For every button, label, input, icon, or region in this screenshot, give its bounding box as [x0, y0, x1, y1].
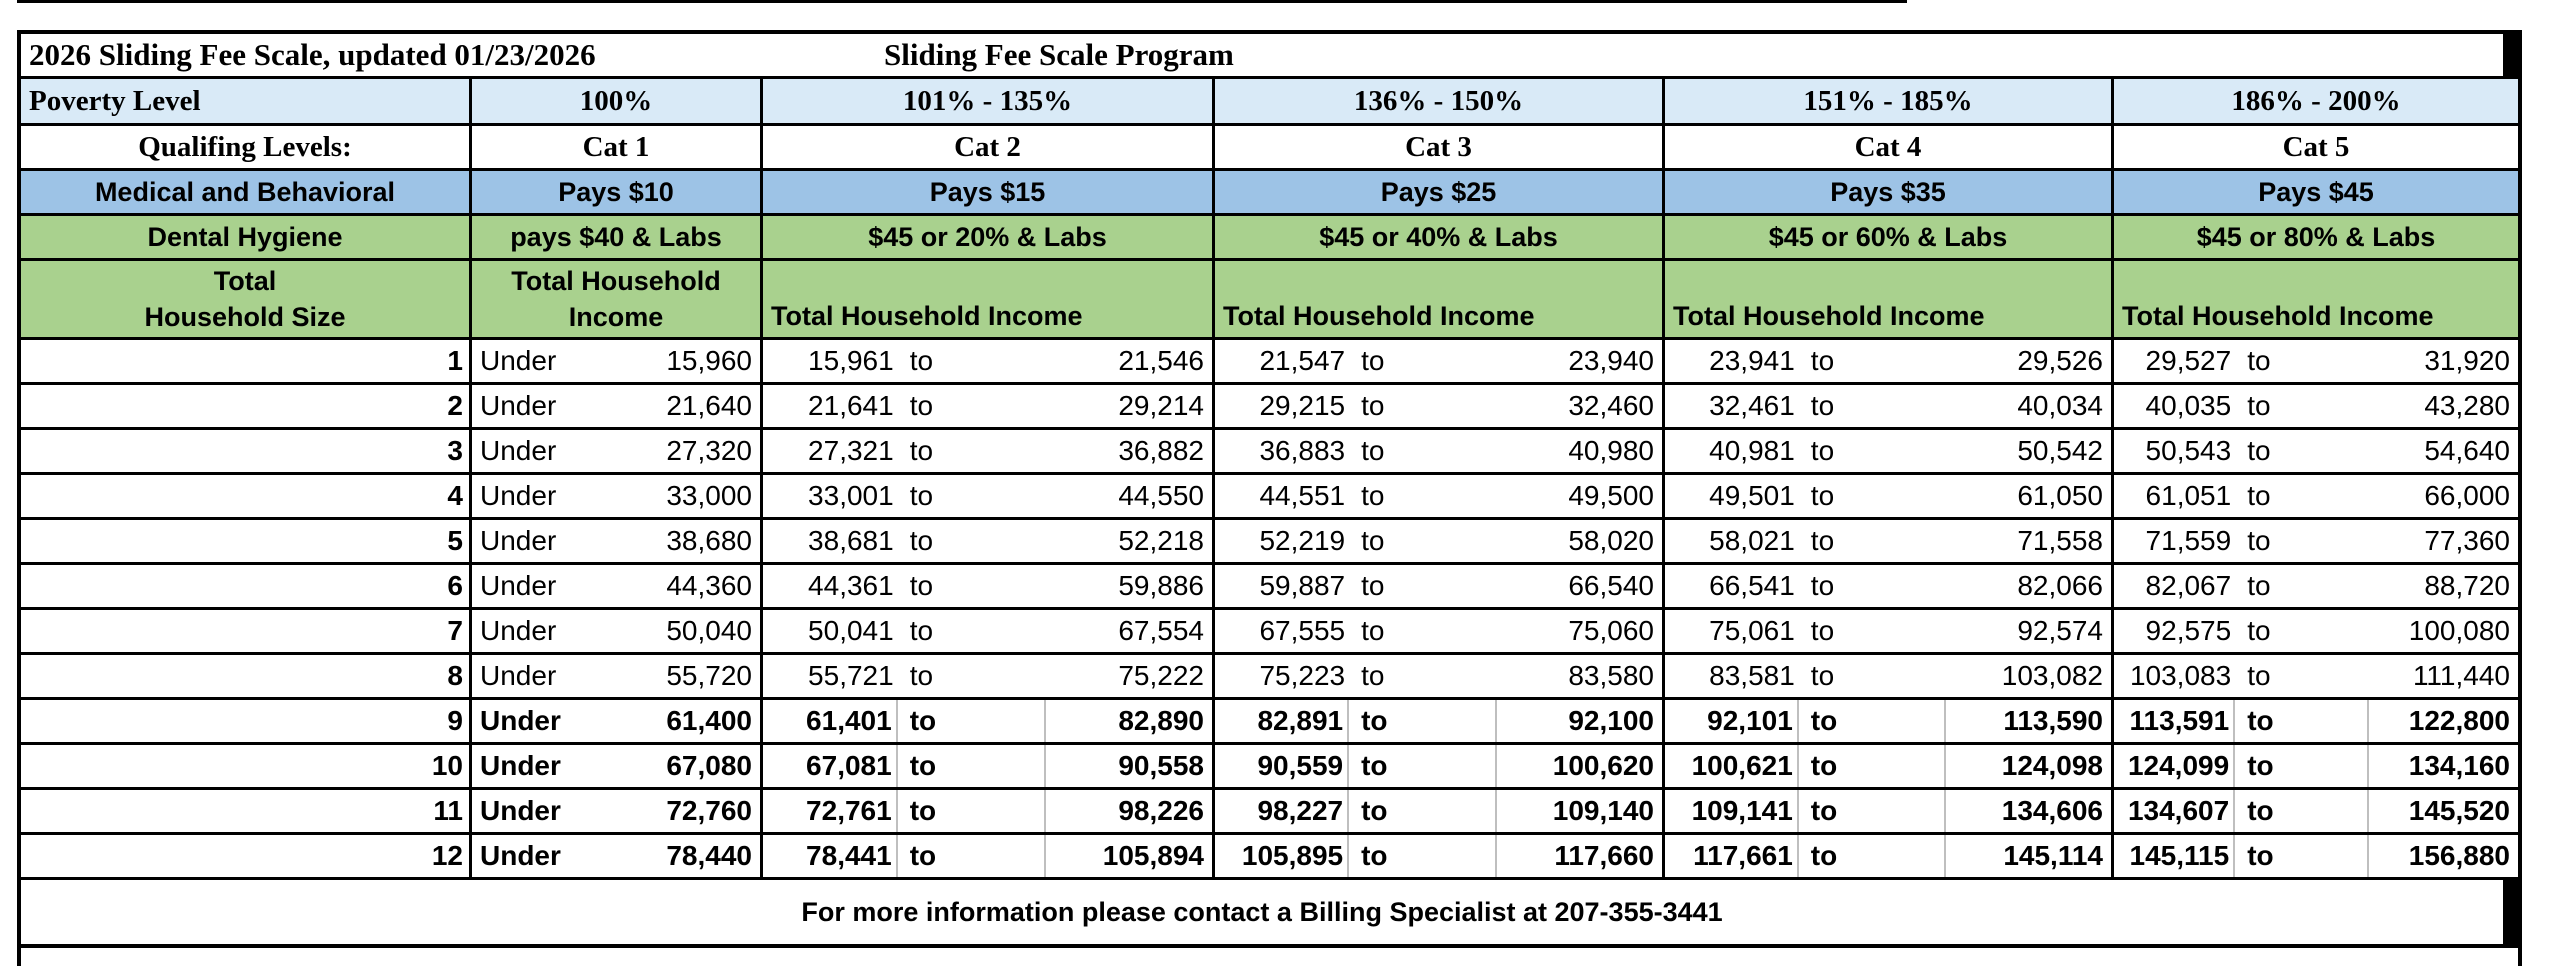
income-range-cat2: [763, 745, 1212, 787]
income-range-cat2: [763, 790, 1212, 832]
range-from: 82,067: [2145, 570, 2232, 601]
range-to-amount: 113,590: [2003, 705, 2103, 736]
range-to-word: to: [898, 700, 1046, 742]
range-to-word: to: [1810, 480, 1835, 511]
range-from: 38,681: [808, 525, 894, 556]
range-from: 32,461: [1709, 390, 1795, 421]
range-from: 66,541: [1709, 570, 1795, 601]
range-from: 92,575: [2145, 615, 2232, 646]
income-range-cat2: [763, 700, 1212, 742]
income-range-cat2: [763, 340, 1212, 382]
range-from: 44,361: [808, 570, 894, 601]
range-from: 59,887: [1259, 570, 1346, 601]
income-range-cat4: [1665, 385, 2111, 427]
range-to-word: to: [1810, 570, 1835, 601]
household-size-value: 10: [21, 745, 469, 787]
household-size-value: 11: [21, 790, 469, 832]
range-to-word: to: [1799, 700, 1946, 742]
income-range-cat3: [1215, 655, 1662, 697]
range-to-amount: 44,550: [1118, 480, 1204, 511]
range-to-amount: 156,880: [2408, 840, 2510, 871]
range-to-word: to: [2247, 525, 2271, 556]
range-to-amount: 100,620: [1552, 750, 1654, 781]
range-to-word: to: [909, 480, 934, 511]
poverty-level-101-135: 101% - 135%: [763, 79, 1212, 123]
income-range-cat2: [763, 610, 1212, 652]
range-to-amount: 111,440: [2412, 660, 2510, 691]
income-row-size-2: [21, 385, 2518, 427]
title-cell: [21, 34, 2503, 76]
poverty-level-136-150: 136% - 150%: [1215, 79, 1662, 123]
income-header-cat4: Total Household Income: [1665, 261, 2111, 337]
range-to-word: to: [2235, 700, 2368, 742]
range-from: 67,081: [763, 745, 898, 787]
range-to-amount: 109,140: [1552, 795, 1654, 826]
range-from: 44,551: [1259, 480, 1346, 511]
under-amount: 15,960: [666, 345, 752, 376]
range-to-word: to: [1799, 790, 1946, 832]
range-to-amount: 32,460: [1568, 390, 1654, 421]
medical-fee-cat1: Pays $10: [472, 171, 760, 213]
range-to-word: to: [2235, 835, 2368, 877]
poverty-level-label: Poverty Level: [21, 79, 469, 123]
income-under-cat1: [472, 340, 760, 382]
income-row-size-1: [21, 340, 2518, 382]
range-to-word: to: [1361, 480, 1385, 511]
under-amount: 67,080: [666, 750, 752, 781]
poverty-level-186-200: 186% - 200%: [2114, 79, 2518, 123]
income-range-cat3: [1215, 790, 1662, 832]
income-range-cat4: [1665, 520, 2111, 562]
range-to-amount: 145,520: [2408, 795, 2510, 826]
under-word: Under: [480, 525, 557, 556]
range-from: 109,141: [1665, 790, 1799, 832]
income-range-cat3: [1215, 520, 1662, 562]
income-under-cat1: [472, 565, 760, 607]
range-from: 36,883: [1259, 435, 1346, 466]
income-range-cat3: [1215, 610, 1662, 652]
income-range-cat3: [1215, 385, 1662, 427]
range-to-word: to: [2235, 745, 2368, 787]
range-to-amount: 21,546: [1118, 345, 1204, 376]
income-range-cat5: [2114, 835, 2518, 877]
billing-contact-note: For more information please contact a Billing Specialist at 207-355-3441: [21, 880, 2503, 944]
category-2: Cat 2: [763, 126, 1212, 168]
category-1: Cat 1: [472, 126, 760, 168]
range-to-amount: 98,226: [1118, 795, 1204, 826]
range-to-word: to: [1361, 390, 1385, 421]
income-range-cat4: [1665, 475, 2111, 517]
medical-behavioral-row: [21, 171, 2518, 213]
qualifying-levels-row: [21, 126, 2518, 168]
left-border-stub: [17, 948, 21, 966]
range-from: 105,895: [1215, 835, 1349, 877]
range-to-word: to: [1349, 790, 1497, 832]
range-from: 90,559: [1215, 745, 1349, 787]
household-size-header: Total Household Size: [21, 261, 469, 337]
dental-fee-cat4: $45 or 60% & Labs: [1665, 216, 2111, 258]
range-to-amount: 83,580: [1568, 660, 1654, 691]
income-range-cat3: [1215, 835, 1662, 877]
household-size-value: 6: [21, 565, 469, 607]
income-range-cat2: [763, 835, 1212, 877]
income-row-size-5: [21, 520, 2518, 562]
range-to-word: to: [1349, 835, 1497, 877]
range-from: 40,981: [1709, 435, 1795, 466]
range-to-word: to: [1361, 525, 1385, 556]
income-row-size-12: [21, 835, 2518, 877]
range-from: 52,219: [1259, 525, 1346, 556]
range-to-amount: 124,098: [2001, 750, 2103, 781]
income-range-cat5: [2114, 520, 2518, 562]
under-word: Under: [480, 750, 561, 781]
household-size-value: 4: [21, 475, 469, 517]
range-to-amount: 117,660: [1554, 840, 1654, 871]
range-to-word: to: [1799, 835, 1946, 877]
income-under-cat1: [472, 655, 760, 697]
range-from: 100,621: [1665, 745, 1799, 787]
range-from: 33,001: [808, 480, 894, 511]
range-to-word: to: [2247, 390, 2271, 421]
income-row-size-7: [21, 610, 2518, 652]
range-to-word: to: [1349, 745, 1497, 787]
under-word: Under: [480, 660, 557, 691]
under-amount: 27,320: [666, 435, 752, 466]
range-from: 83,581: [1709, 660, 1795, 691]
range-to-word: to: [1810, 660, 1835, 691]
range-to-amount: 66,000: [2424, 480, 2510, 511]
income-range-cat5: [2114, 655, 2518, 697]
sliding-fee-scale-table: [17, 30, 2522, 948]
range-from: 75,061: [1709, 615, 1795, 646]
income-header-cat2: Total Household Income: [763, 261, 1212, 337]
income-under-cat1: [472, 835, 760, 877]
income-range-cat5: [2114, 700, 2518, 742]
range-to-amount: 66,540: [1568, 570, 1654, 601]
poverty-level-row: [21, 79, 2518, 123]
range-to-amount: 54,640: [2424, 435, 2510, 466]
income-range-cat3: [1215, 475, 1662, 517]
range-to-word: to: [898, 835, 1046, 877]
category-3: Cat 3: [1215, 126, 1662, 168]
footer-row: [21, 880, 2518, 944]
range-to-word: to: [909, 390, 934, 421]
dental-fee-cat5: $45 or 80% & Labs: [2114, 216, 2518, 258]
range-to-word: to: [1361, 660, 1385, 691]
household-size-value: 9: [21, 700, 469, 742]
under-amount: 50,040: [666, 615, 752, 646]
range-to-word: to: [2247, 345, 2271, 376]
range-to-word: to: [2247, 615, 2271, 646]
income-under-cat1: [472, 385, 760, 427]
range-to-word: to: [1810, 390, 1835, 421]
range-to-word: to: [909, 435, 934, 466]
under-amount: 33,000: [666, 480, 752, 511]
medical-fee-cat3: Pays $25: [1215, 171, 1662, 213]
range-to-amount: 36,882: [1118, 435, 1204, 466]
title-row: [21, 34, 2518, 76]
category-4: Cat 4: [1665, 126, 2111, 168]
income-range-cat4: [1665, 430, 2111, 472]
income-header-row: [21, 261, 2518, 337]
range-to-amount: 82,890: [1118, 705, 1204, 736]
household-size-value: 12: [21, 835, 469, 877]
range-from: 61,051: [2145, 480, 2232, 511]
income-range-cat5: [2114, 790, 2518, 832]
under-word: Under: [480, 840, 561, 871]
range-to-amount: 23,940: [1568, 345, 1654, 376]
income-under-cat1: [472, 520, 760, 562]
income-row-size-10: [21, 745, 2518, 787]
medical-fee-cat5: Pays $45: [2114, 171, 2518, 213]
range-to-amount: 103,082: [2001, 660, 2103, 691]
under-word: Under: [480, 480, 557, 511]
income-range-cat4: [1665, 700, 2111, 742]
household-size-value: 2: [21, 385, 469, 427]
under-word: Under: [480, 435, 557, 466]
range-to-amount: 59,886: [1118, 570, 1204, 601]
income-under-cat1: [472, 430, 760, 472]
household-size-value: 5: [21, 520, 469, 562]
under-word: Under: [480, 795, 561, 826]
income-range-cat2: [763, 385, 1212, 427]
range-to-amount: 58,020: [1568, 525, 1654, 556]
income-range-cat2: [763, 520, 1212, 562]
range-to-amount: 71,558: [2017, 525, 2103, 556]
income-row-size-6: [21, 565, 2518, 607]
under-amount: 78,440: [666, 840, 752, 871]
range-to-word: to: [1810, 345, 1835, 376]
income-under-cat1: [472, 745, 760, 787]
category-5: Cat 5: [2114, 126, 2518, 168]
range-to-word: to: [909, 345, 934, 376]
range-from: 29,527: [2145, 345, 2232, 376]
program-title: Sliding Fee Scale Program: [884, 37, 1234, 72]
income-row-size-8: [21, 655, 2518, 697]
medical-fee-cat4: Pays $35: [1665, 171, 2111, 213]
range-to-amount: 67,554: [1118, 615, 1204, 646]
qualifying-levels-label: Qualifing Levels:: [21, 126, 469, 168]
range-from: 40,035: [2145, 390, 2232, 421]
range-from: 58,021: [1709, 525, 1795, 556]
income-range-cat5: [2114, 745, 2518, 787]
range-to-amount: 90,558: [1118, 750, 1204, 781]
under-amount: 21,640: [666, 390, 752, 421]
range-to-word: to: [2247, 480, 2271, 511]
range-to-word: to: [898, 790, 1046, 832]
range-from: 92,101: [1665, 700, 1799, 742]
range-to-amount: 82,066: [2017, 570, 2103, 601]
household-size-value: 1: [21, 340, 469, 382]
range-to-word: to: [1361, 615, 1385, 646]
right-border-stub: [2518, 948, 2522, 966]
range-to-word: to: [909, 615, 934, 646]
income-range-cat4: [1665, 655, 2111, 697]
range-to-amount: 88,720: [2424, 570, 2510, 601]
range-from: 98,227: [1215, 790, 1349, 832]
range-from: 103,083: [2129, 660, 2232, 691]
range-to-word: to: [1810, 525, 1835, 556]
income-range-cat3: [1215, 565, 1662, 607]
range-from: 67,555: [1259, 615, 1346, 646]
income-row-size-9: [21, 700, 2518, 742]
range-to-word: to: [909, 570, 934, 601]
range-to-amount: 29,526: [2017, 345, 2103, 376]
range-to-amount: 92,100: [1568, 705, 1654, 736]
income-range-cat5: [2114, 430, 2518, 472]
under-word: Under: [480, 345, 557, 376]
range-from: 21,547: [1259, 345, 1346, 376]
range-to-amount: 49,500: [1568, 480, 1654, 511]
income-range-cat2: [763, 475, 1212, 517]
income-row-size-3: [21, 430, 2518, 472]
range-from: 55,721: [808, 660, 894, 691]
range-from: 50,543: [2145, 435, 2232, 466]
range-from: 117,661: [1665, 835, 1799, 877]
dental-fee-cat2: $45 or 20% & Labs: [763, 216, 1212, 258]
range-to-word: to: [2247, 570, 2271, 601]
under-amount: 72,760: [666, 795, 752, 826]
income-range-cat5: [2114, 565, 2518, 607]
range-from: 145,115: [2114, 835, 2235, 877]
range-to-word: to: [909, 660, 934, 691]
income-range-cat5: [2114, 385, 2518, 427]
range-to-amount: 61,050: [2017, 480, 2103, 511]
poverty-level-151-185: 151% - 185%: [1665, 79, 2111, 123]
dental-hygiene-row: [21, 216, 2518, 258]
income-range-cat5: [2114, 610, 2518, 652]
under-amount: 55,720: [666, 660, 752, 691]
range-to-amount: 75,222: [1118, 660, 1204, 691]
income-range-cat4: [1665, 835, 2111, 877]
income-range-cat4: [1665, 340, 2111, 382]
range-to-amount: 52,218: [1118, 525, 1204, 556]
income-row-size-11: [21, 790, 2518, 832]
under-word: Under: [480, 615, 557, 646]
range-to-word: to: [2247, 660, 2271, 691]
range-to-amount: 31,920: [2424, 345, 2510, 376]
range-from: 113,591: [2114, 700, 2235, 742]
income-range-cat3: [1215, 430, 1662, 472]
dental-fee-cat3: $45 or 40% & Labs: [1215, 216, 1662, 258]
range-to-word: to: [1361, 435, 1385, 466]
under-word: Under: [480, 705, 561, 736]
range-to-word: to: [898, 745, 1046, 787]
range-to-amount: 40,034: [2017, 390, 2103, 421]
income-range-cat4: [1665, 745, 2111, 787]
range-to-amount: 100,080: [2408, 615, 2510, 646]
range-to-amount: 50,542: [2017, 435, 2103, 466]
range-from: 78,441: [763, 835, 898, 877]
range-from: 75,223: [1259, 660, 1346, 691]
range-from: 124,099: [2114, 745, 2235, 787]
range-from: 49,501: [1709, 480, 1795, 511]
range-to-amount: 105,894: [1102, 840, 1204, 871]
range-to-word: to: [1361, 345, 1385, 376]
range-to-amount: 77,360: [2424, 525, 2510, 556]
income-range-cat4: [1665, 565, 2111, 607]
range-from: 29,215: [1259, 390, 1346, 421]
range-to-word: to: [1361, 570, 1385, 601]
household-size-value: 3: [21, 430, 469, 472]
range-to-amount: 43,280: [2424, 390, 2510, 421]
range-from: 21,641: [808, 390, 894, 421]
poverty-level-100: 100%: [472, 79, 760, 123]
income-range-cat2: [763, 655, 1212, 697]
income-range-cat3: [1215, 745, 1662, 787]
household-size-value: 7: [21, 610, 469, 652]
income-under-cat1: [472, 475, 760, 517]
range-from: 82,891: [1215, 700, 1349, 742]
under-word: Under: [480, 390, 557, 421]
range-from: 15,961: [808, 345, 894, 376]
income-range-cat5: [2114, 340, 2518, 382]
range-to-word: to: [1810, 435, 1835, 466]
income-range-cat4: [1665, 610, 2111, 652]
income-header-cat1: Total Household Income: [472, 261, 760, 337]
income-header-cat3: Total Household Income: [1215, 261, 1662, 337]
range-to-word: to: [1799, 745, 1946, 787]
income-under-cat1: [472, 610, 760, 652]
range-to-amount: 29,214: [1118, 390, 1204, 421]
cutoff-row-edge: [17, 0, 1907, 3]
under-amount: 44,360: [666, 570, 752, 601]
medical-behavioral-label: Medical and Behavioral: [21, 171, 469, 213]
dental-hygiene-label: Dental Hygiene: [21, 216, 469, 258]
household-size-value: 8: [21, 655, 469, 697]
range-to-word: to: [1349, 700, 1497, 742]
range-from: 134,607: [2114, 790, 2235, 832]
range-from: 23,941: [1709, 345, 1795, 376]
income-under-cat1: [472, 790, 760, 832]
range-to-word: to: [909, 525, 934, 556]
range-to-amount: 75,060: [1568, 615, 1654, 646]
range-to-word: to: [2235, 790, 2368, 832]
range-to-amount: 122,800: [2408, 705, 2510, 736]
range-from: 50,041: [808, 615, 894, 646]
under-word: Under: [480, 570, 557, 601]
income-range-cat2: [763, 565, 1212, 607]
range-to-amount: 134,606: [2001, 795, 2103, 826]
range-to-amount: 92,574: [2017, 615, 2103, 646]
income-range-cat5: [2114, 475, 2518, 517]
income-range-cat2: [763, 430, 1212, 472]
income-range-cat3: [1215, 700, 1662, 742]
income-under-cat1: [472, 700, 760, 742]
income-row-size-4: [21, 475, 2518, 517]
income-header-cat5: Total Household Income: [2114, 261, 2518, 337]
range-to-amount: 134,160: [2408, 750, 2510, 781]
range-to-word: to: [2247, 435, 2271, 466]
medical-fee-cat2: Pays $15: [763, 171, 1212, 213]
page-title: 2026 Sliding Fee Scale, updated 01/23/2026: [29, 37, 596, 72]
dental-fee-cat1: pays $40 & Labs: [472, 216, 760, 258]
range-to-amount: 145,114: [2003, 840, 2103, 871]
range-from: 71,559: [2145, 525, 2232, 556]
range-from: 72,761: [763, 790, 898, 832]
range-from: 27,321: [808, 435, 894, 466]
range-to-amount: 40,980: [1568, 435, 1654, 466]
income-range-cat4: [1665, 790, 2111, 832]
under-amount: 61,400: [666, 705, 752, 736]
range-to-word: to: [1810, 615, 1835, 646]
income-range-cat3: [1215, 340, 1662, 382]
under-amount: 38,680: [666, 525, 752, 556]
range-from: 61,401: [763, 700, 898, 742]
